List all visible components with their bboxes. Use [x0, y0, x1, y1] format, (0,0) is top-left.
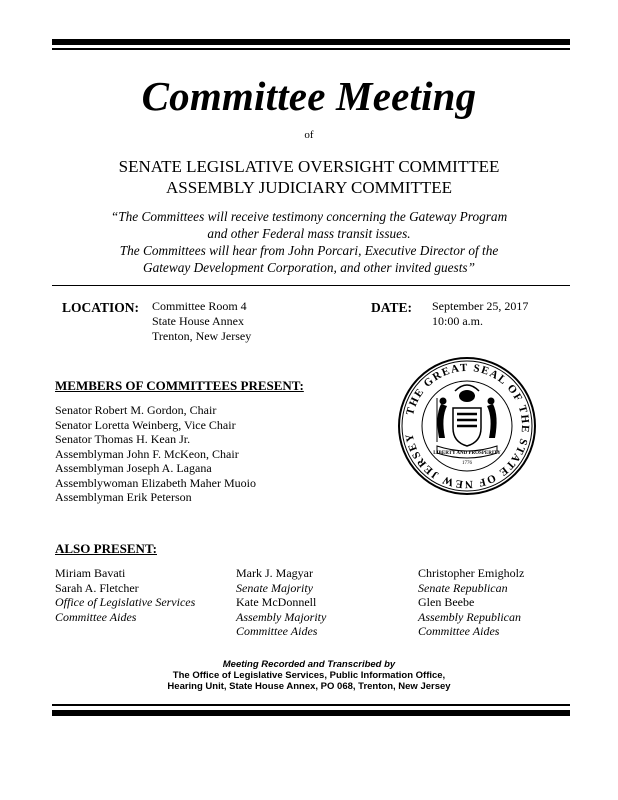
footer-line: The Office of Legislative Services, Public Information Office,: [172, 670, 446, 681]
aide-name: Christopher Emigholz: [418, 566, 525, 580]
seal-banner-text: LIBERTY AND PROSPERITY: [433, 451, 501, 456]
location-line: State House Annex: [152, 314, 244, 328]
member-item: Assemblywoman Elizabeth Maher Muoio: [55, 475, 256, 490]
top-rule-thick: [52, 39, 570, 45]
location-line: Trenton, New Jersey: [152, 329, 252, 343]
seal-text: THE GREAT SEAL OF THE STATE OF NEW JERSEY: [403, 361, 532, 491]
member-item: Senator Loretta Weinberg, Vice Chair: [55, 417, 236, 432]
aide-name: Glen Beebe: [418, 595, 475, 609]
aides-column-1: [55, 566, 195, 624]
top-rule-thin: [52, 48, 570, 50]
member-item: Senator Thomas H. Kean Jr.: [55, 432, 191, 446]
aide-affiliation: Senate Republican: [418, 580, 508, 595]
member-item: Assemblyman Erik Peterson: [55, 490, 192, 504]
seal-year: 1776: [462, 461, 472, 466]
bottom-rule-thick: [52, 710, 570, 716]
description-line: Gateway Development Corporation, and other invited guests”: [142, 260, 475, 275]
aide-name: Mark J. Magyar: [236, 566, 313, 580]
location-label: LOCATION:: [62, 300, 140, 315]
description-line: “The Committees will receive testimony concerning the Gateway Program: [110, 209, 508, 224]
location-line: Committee Room 4: [152, 299, 247, 313]
aide-affiliation: Senate Majority: [236, 580, 313, 595]
member-item: Assemblyman John F. McKeon, Chair: [55, 446, 239, 461]
state-seal-icon: [397, 356, 537, 496]
aide-affiliation: Assembly Republican: [418, 609, 521, 624]
aide-affiliation: Assembly Majority: [236, 609, 327, 624]
transcription-credit: [0, 659, 618, 692]
aide-role: Committee Aides: [418, 624, 500, 638]
aide-name: Kate McDonnell: [236, 595, 317, 609]
committee-assembly: ASSEMBLY JUDICIARY COMMITTEE: [165, 178, 453, 197]
date-label: DATE:: [371, 300, 413, 315]
member-item: Assemblyman Joseph A. Lagana: [55, 461, 212, 475]
committee-senate: SENATE LEGISLATIVE OVERSIGHT COMMITTEE: [118, 157, 500, 176]
aide-role: Committee Aides: [236, 624, 318, 638]
aide-name: Miriam Bavati: [55, 566, 126, 580]
aide-role: Committee Aides: [55, 609, 137, 624]
members-heading: MEMBERS OF COMMITTEES PRESENT:: [55, 378, 304, 393]
aide-affiliation: Office of Legislative Services: [55, 595, 196, 609]
description-line: The Committees will hear from John Porcari, Executive Director of the: [119, 243, 499, 258]
aides-column-2: [236, 566, 326, 639]
also-present-heading: ALSO PRESENT:: [55, 541, 157, 556]
committee-names: [0, 156, 618, 198]
of-text: of: [304, 129, 314, 141]
date-line: September 25, 2017: [432, 299, 529, 313]
date-value: [432, 299, 528, 329]
page-title: Committee Meeting: [141, 73, 477, 119]
date-line: 10:00 a.m.: [432, 314, 483, 328]
members-list: [55, 403, 256, 505]
aides-column-3: [418, 566, 524, 639]
description-line: and other Federal mass transit issues.: [207, 226, 411, 241]
footer-line: Meeting Recorded and Transcribed by: [222, 659, 396, 670]
aide-name: Sarah A. Fletcher: [55, 580, 139, 595]
meeting-description: [0, 208, 618, 276]
location-value: [152, 299, 251, 344]
footer-line: Hearing Unit, State House Annex, PO 068, Trenton, New Jersey: [167, 681, 451, 692]
section-divider: [52, 285, 570, 286]
bottom-rule-thin: [52, 704, 570, 706]
member-item: Senator Robert M. Gordon, Chair: [55, 403, 217, 417]
